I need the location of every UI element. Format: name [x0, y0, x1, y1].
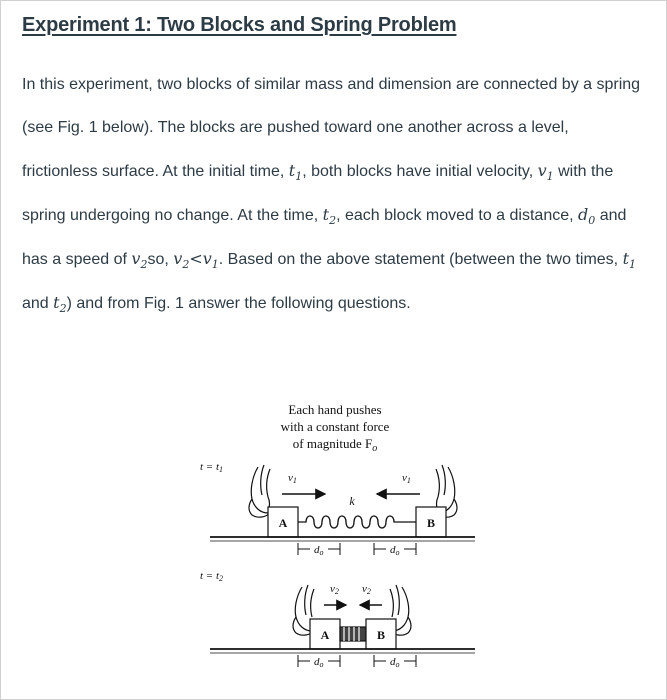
figure-1 — [190, 395, 480, 695]
page-title: Experiment 1: Two Blocks and Spring Problem — [22, 14, 457, 36]
math-v2: $v_2$ — [131, 249, 148, 272]
time-t1-label: t = t1 — [200, 461, 224, 474]
left-hand-icon — [249, 465, 270, 517]
math-v2-lt-v1: $v_2<v_1$ — [173, 249, 219, 272]
distance-d0-left-t2: do — [314, 656, 324, 669]
math-t2-b: $t_2$ — [53, 293, 67, 316]
spring — [298, 516, 416, 528]
math-d0: $d_0$ — [578, 205, 596, 228]
caption-line-3: of magnitude $F_o$ — [292, 436, 378, 454]
block-a-label: A — [278, 516, 288, 530]
distance-d0-right-t1: do — [390, 544, 400, 557]
problem-paragraph: In this experiment, two blocks of similar mass and dimension are connected by a spring (see Fig. 1 below). The blocks are pushed toward one another across a level, frictionless surface. At the initial time, $t_1$, both blocks have initial velocity, $v_1$ with the spring undergoing no change. At the time, $t_2$, each block moved to a distance, $d_0$ and has a speed of $v_2so$, $v_2<v_1$. Based on the above statement (between the two times, $t_1$ and $t_2$) and from Fig. 1 answer the following questions. — [22, 76, 641, 316]
spring-constant-label: k — [349, 494, 355, 508]
caption-line-2: with a constant force — [280, 419, 390, 434]
math-t1: $t_1$ — [288, 161, 303, 184]
distance-d0-left-t1: do — [314, 544, 324, 557]
math-v1: $v_1$ — [537, 161, 554, 184]
block-a-t2-label: A — [320, 628, 330, 642]
math-t1-b: $t_1$ — [622, 249, 636, 272]
math-t2: $t_2$ — [322, 205, 337, 228]
distance-d0-right-t2: do — [390, 656, 400, 669]
time-t2-label: t = t2 — [200, 570, 224, 583]
block-b-t2-label: B — [376, 628, 386, 642]
block-b-label: B — [426, 516, 436, 530]
velocity-v1-left-label: v1 — [288, 472, 297, 485]
velocity-v2-left-label: v2 — [330, 583, 339, 596]
velocity-v1-right-label: v1 — [402, 472, 411, 485]
caption-line-1: Each hand pushes — [288, 402, 382, 417]
velocity-v2-right-label: v2 — [362, 583, 371, 596]
spring-compressed — [340, 627, 366, 641]
